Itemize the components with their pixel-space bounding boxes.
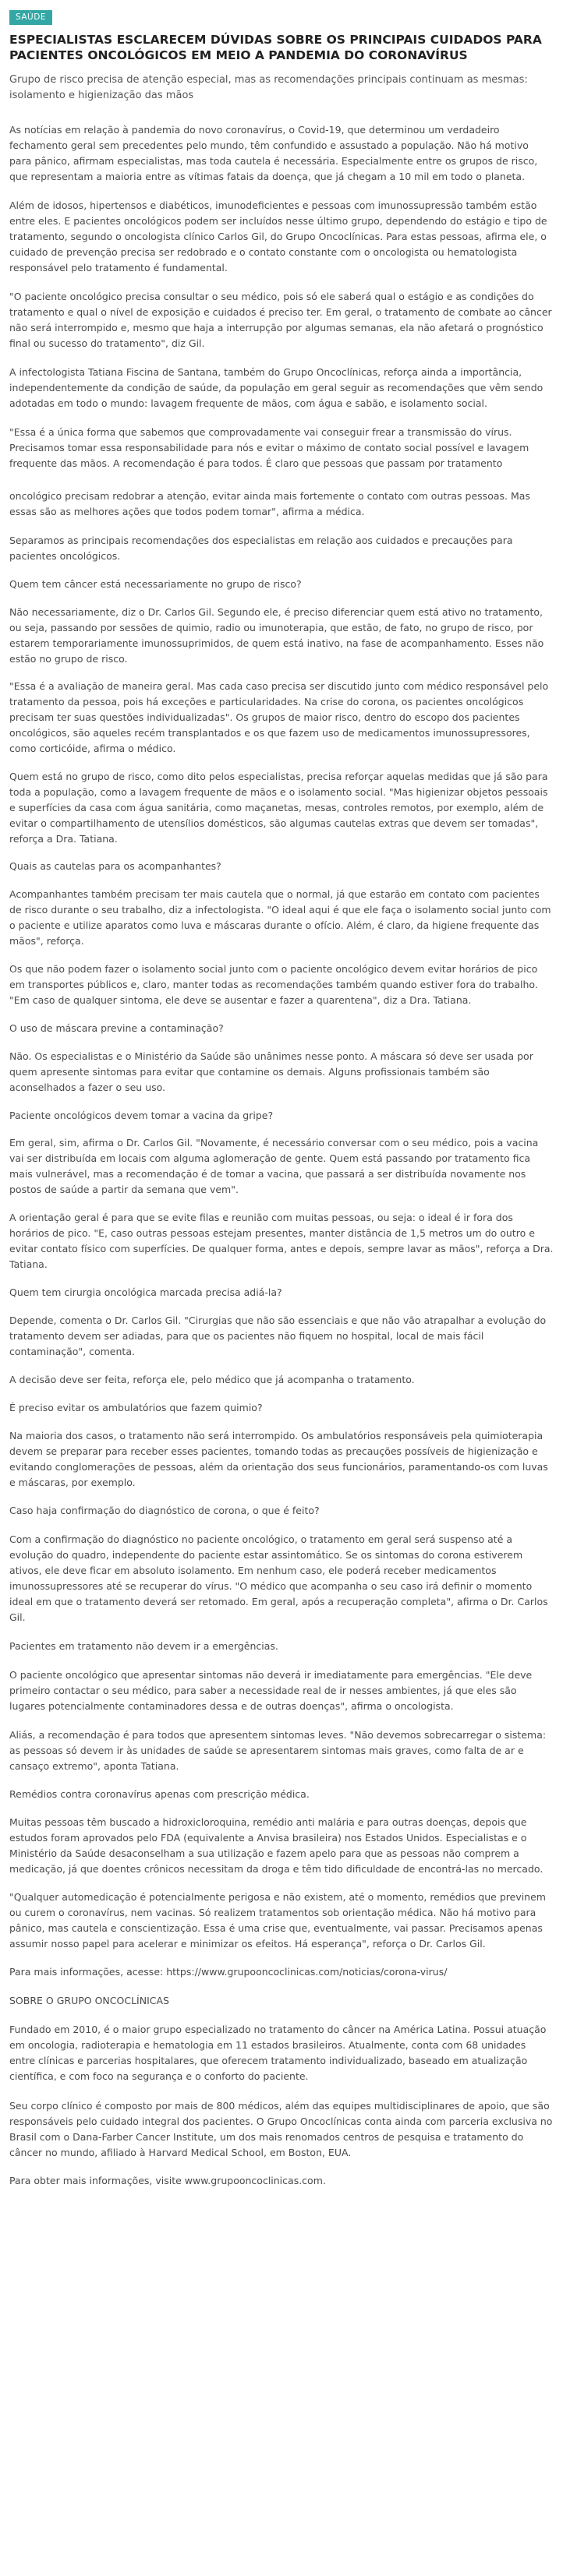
article-paragraph: Para obter mais informações, visite www.grupooncoclinicas.com. <box>9 2175 326 2186</box>
article-paragraph: Em geral, sim, afirma o Dr. Carlos Gil. "Novamente, é necessário conversar com o seu médico, pois a vacina vai ser distribuída em locais com alguma aglomeração de gente. Quem está passando por tratamento fica mais vulnerável, mas a recomendação é de tomar a vacina, que passará a ser distribuída novamente nos postos de saúde a partir da semana que vem". <box>9 1137 539 1195</box>
article-paragraph: A orientação geral é para que se evite filas e reunião com muitas pessoas, ou seja: o ideal é ir fora dos horários de pico. "E, caso outras pessoas estejam presentes, manter distância de 1,5 metros um do outro e evitar contato físico com superfícies. De qualquer forma, antes e depois, sempre lavar as mãos", reforça a Dra. Tatiana. <box>9 1212 554 1270</box>
article-paragraph: Os que não podem fazer o isolamento social junto com o paciente oncológico devem evitar horários de pico em transportes públicos e, claro, manter todas as recomendações também quando estiver fora do trabalho. "Em caso de qualquer sintoma, ele deve se ausentar e fazer a quarentena", diz a Dra. Tatiana. <box>9 963 538 1006</box>
article-paragraph: Além de idosos, hipertensos e diabéticos, imunodeficientes e pessoas com imunossupressão também estão entre eles. E pacientes oncológicos podem ser incluídos nesse último grupo, dependendo do estágio e tipo de tratamento, segundo o oncologista clínico Carlos Gil, do Grupo Oncoclínicas. Para estas pessoas, afirma ele, o cuidado de prevenção precisa ser redobrado e o contato constante com o oncologista ou hematologista responsável pelo tratamento é fundamental. <box>9 199 547 273</box>
article-paragraph: Depende, comenta o Dr. Carlos Gil. "Cirurgias que não são essenciais e que não vão atrapalhar a evolução do tratamento devem ser adiadas, para que os pacientes não fiquem no hospital, local de mais fácil contaminação", comenta. <box>9 1314 547 1357</box>
category-tag[interactable]: SAÚDE <box>9 10 52 25</box>
article-body <box>9 122 554 2189</box>
article-paragraph: Na maioria dos casos, o tratamento não será interrompido. Os ambulatórios responsáveis pela quimioterapia devem se preparar para receber esses pacientes, tomando todas as precauções possíveis de higienização e evitando conglomerações de pessoas, além da orientação dos seus funcionários, paramentando-os com luvas e máscaras, por exemplo. <box>9 1430 548 1488</box>
article-paragraph: Não necessariamente, diz o Dr. Carlos Gil. Segundo ele, é preciso diferenciar quem está ativo no tratamento, ou seja, passando por sessões de quimio, radio ou imunoterapia, que estão, de fato, no grupo de risco, por estarem temporariamente imunossuprimidos, de quem está inativo, na fase de acompanhamento. Esses não estão no grupo de risco. <box>9 606 544 665</box>
article-paragraph: As notícias em relação à pandemia do novo coronavírus, o Covid-19, que determinou um verdadeiro fechamento geral sem precedentes pelo mundo, têm confundido e assustado a população. Não há motivo para pânico, afirmam especialistas, mas toda cautela é necessária. Especialmente entre os grupos de risco, que representam a maioria entre as vítimas fatais da doença, que já chegam a 10 mil em todo o planeta. <box>9 124 538 182</box>
article-paragraph: oncológico precisam redobrar a atenção, evitar ainda mais fortemente o contato com outras pessoas. Mas essas são as melhores ações que todos podem tomar", afirma a médica. <box>9 490 530 517</box>
article-title: ESPECIALISTAS ESCLARECEM DÚVIDAS SOBRE OS PRINCIPAIS CUIDADOS PARA PACIENTES ONCOLÓGICOS EM MEIO A PANDEMIA DO CORONAVÍRUS <box>9 33 542 62</box>
article-paragraph: Seu corpo clínico é composto por mais de 800 médicos, além das equipes multidisciplinares de apoio, que são responsáveis pelo cuidado integral dos pacientes. O Grupo Oncoclínicas conta ainda com parceria exclusiva no Brasil com o Dana-Farber Cancer Institute, um dos mais renomados centros de pesquisa e tratamento do câncer no mundo, afiliado à Harvard Medical School, em Boston, EUA. <box>9 2100 553 2158</box>
article-paragraph: Pacientes em tratamento não devem ir a emergências. <box>9 1640 278 1652</box>
article-paragraph: Caso haja confirmação do diagnóstico de corona, o que é feito? <box>9 1505 320 1516</box>
article-paragraph: Quem tem cirurgia oncológica marcada precisa adiá-la? <box>9 1286 282 1298</box>
article-paragraph: Aliás, a recomendação é para todos que apresentem sintomas leves. "Não devemos sobrecarregar o sistema: as pessoas só devem ir às unidades de saúde se apresentarem sintomas mais graves, como falta de ar e cansaço extremo", aponta Tatiana. <box>9 1729 547 1772</box>
article-paragraph: Quem está no grupo de risco, como dito pelos especialistas, precisa reforçar aquelas medidas que já são para toda a população, como a lavagem frequente de mãos e o isolamento social. "Mas higienizar objetos pessoais e superfícies da casa com água sanitária, como maçanetas, mesas, controles remotos, por exemplo, além de evitar o compartilhamento de utensílios domésticos, são algumas cautelas extras que devem ser tomadas", reforça a Dra. Tatiana. <box>9 771 548 845</box>
article-paragraph: Remédios contra coronavírus apenas com prescrição médica. <box>9 1788 310 1800</box>
article-paragraph: Acompanhantes também precisam ter mais cautela que o normal, já que estarão em contato com pacientes de risco durante o seu trabalho, diz a infectologista. "O ideal aqui é que ele faça o isolamento social junto com o paciente e utilize aparatos como luva e máscaras durante o ofício. Além, é claro, da higiene frequente das mãos", reforça. <box>9 888 551 947</box>
article-paragraph: "Qualquer automedicação é potencialmente perigosa e não existem, até o momento, remédios que previnem ou curem o coronavírus, nem vacinas. Só realizem tratamentos sob orientação médica. Não há motivo para pânico, mas cautela e conscientização. Essa é uma crise que, eventualmente, vai passar. Precisamos apenas assumir nosso papel para acelerar e minimizar os efeitos. Há esperança", reforça o Dr. Carlos Gil. <box>9 1891 546 1950</box>
article-paragraph: Para mais informações, acesse: https://www.grupooncoclinicas.com/noticias/corona-virus/ <box>9 1966 448 1978</box>
article-paragraph: Quais as cautelas para os acompanhantes? <box>9 860 221 872</box>
article-paragraph: SOBRE O GRUPO ONCOCLÍNICAS <box>9 1995 169 2006</box>
article-lead: Grupo de risco precisa de atenção especial, mas as recomendações principais continuam as mesmas: isolamento e higienização das mãos <box>9 74 528 101</box>
article-paragraph: Fundado em 2010, é o maior grupo especializado no tratamento do câncer na América Latina. Possui atuação em oncologia, radioterapia e hematologia em 11 estados brasileiros. Atualmente, conta com 68 unidades entre clínicas e parcerias hospitalares, que oferecem tratamento individualizado, baseado em atualização científica, e com foco na segurança e o conforto do paciente. <box>9 2024 547 2082</box>
article-paragraph: "Essa é a avaliação de maneira geral. Mas cada caso precisa ser discutido junto com médico responsável pelo tratamento da pessoa, pois há exceções e particularidades. Na crise do corona, os pacientes oncológicos precisam ter suas questões individualizadas". Os grupos de maior risco, dentro do escopo dos pacientes oncológicos, são aqueles recém transplantados e os que fazem uso de medicamentos imunossupressores, como corticóide, afirma o médico. <box>9 680 549 754</box>
article-paragraph: Quem tem câncer está necessariamente no grupo de risco? <box>9 578 302 590</box>
article-paragraph: Paciente oncológicos devem tomar a vacina da gripe? <box>9 1110 274 1121</box>
article-paragraph: "O paciente oncológico precisa consultar o seu médico, pois só ele saberá qual o estágio e as condições do tratamento e qual o nível de exposição e cuidados é preciso ter. Em geral, o tratamento de combate ao câncer não será interrompido e, mesmo que haja a interrupção por algumas semanas, ela não afetará o prognóstico final ou sucesso do tratamento", diz Gil. <box>9 291 552 349</box>
article-paragraph: Com a confirmação do diagnóstico no paciente oncológico, o tratamento em geral será suspenso até a evolução do quadro, independente do paciente estar assintomático. Se os sintomas do corona estiverem ativos, ele deve ficar em absoluto isolamento. Em nenhum caso, ele poderá receber medicamentos imunossupressores até se recuperar do vírus. "O médico que acompanha o seu caso irá definir o momento ideal em que o tratamento deverá ser retomado. Em geral, após a recuperação completa", afirma o Dr. Carlos Gil. <box>9 1533 548 1623</box>
article-paragraph: Muitas pessoas têm buscado a hidroxicloroquina, remédio anti malária e para outras doenças, depois que estudos foram aprovados pelo FDA (equivalente a Anvisa brasileira) nos Estados Unidos. Especialistas e o Ministério da Saúde desaconselham a sua utilização e fazem apelo para que as pessoas não comprem a medicação, já que doentes crônicos necessitam da droga e têm tido dificuldade de encontrá-las no mercado. <box>9 1816 544 1875</box>
article-paragraph: O uso de máscara previne a contaminação? <box>9 1022 224 1034</box>
article-paragraph: A infectologista Tatiana Fiscina de Santana, também do Grupo Oncoclínicas, reforça ainda a importância, independentemente da condição de saúde, da população em geral seguir as recomendações que vêm sendo adotadas em todo o mundo: lavagem frequente de mãos, com água e sabão, e isolamento social. <box>9 366 544 409</box>
article-paragraph: É preciso evitar os ambulatórios que fazem quimio? <box>9 1402 263 1413</box>
article-paragraph: Separamos as principais recomendações dos especialistas em relação aos cuidados e precauções para pacientes oncológicos. <box>9 535 513 562</box>
article-paragraph: O paciente oncológico que apresentar sintomas não deverá ir imediatamente para emergências. "Ele deve primeiro contactar o seu médico, para saber a necessidade real de ir nesses ambientes, já que eles são lugares potencialmente contaminadores dessa e de outras doenças", afirma o oncologista. <box>9 1669 533 1712</box>
article-paragraph: A decisão deve ser feita, reforça ele, pelo médico que já acompanha o tratamento. <box>9 1374 415 1385</box>
article-paragraph: Não. Os especialistas e o Ministério da Saúde são unânimes nesse ponto. A máscara só deve ser usada por quem apresente sintomas para evitar que contamine os demais. Alguns profissionais também são aconselhados a fazer o seu uso. <box>9 1050 533 1093</box>
article-paragraph: "Essa é a única forma que sabemos que comprovadamente vai conseguir frear a transmissão do vírus. Precisamos tomar essa responsabilidade para nós e evitar o máximo de contato social possível e lavagem frequente das mãos. A recomendação é para todos. É claro que pessoas que passam por tratamento <box>9 426 529 469</box>
